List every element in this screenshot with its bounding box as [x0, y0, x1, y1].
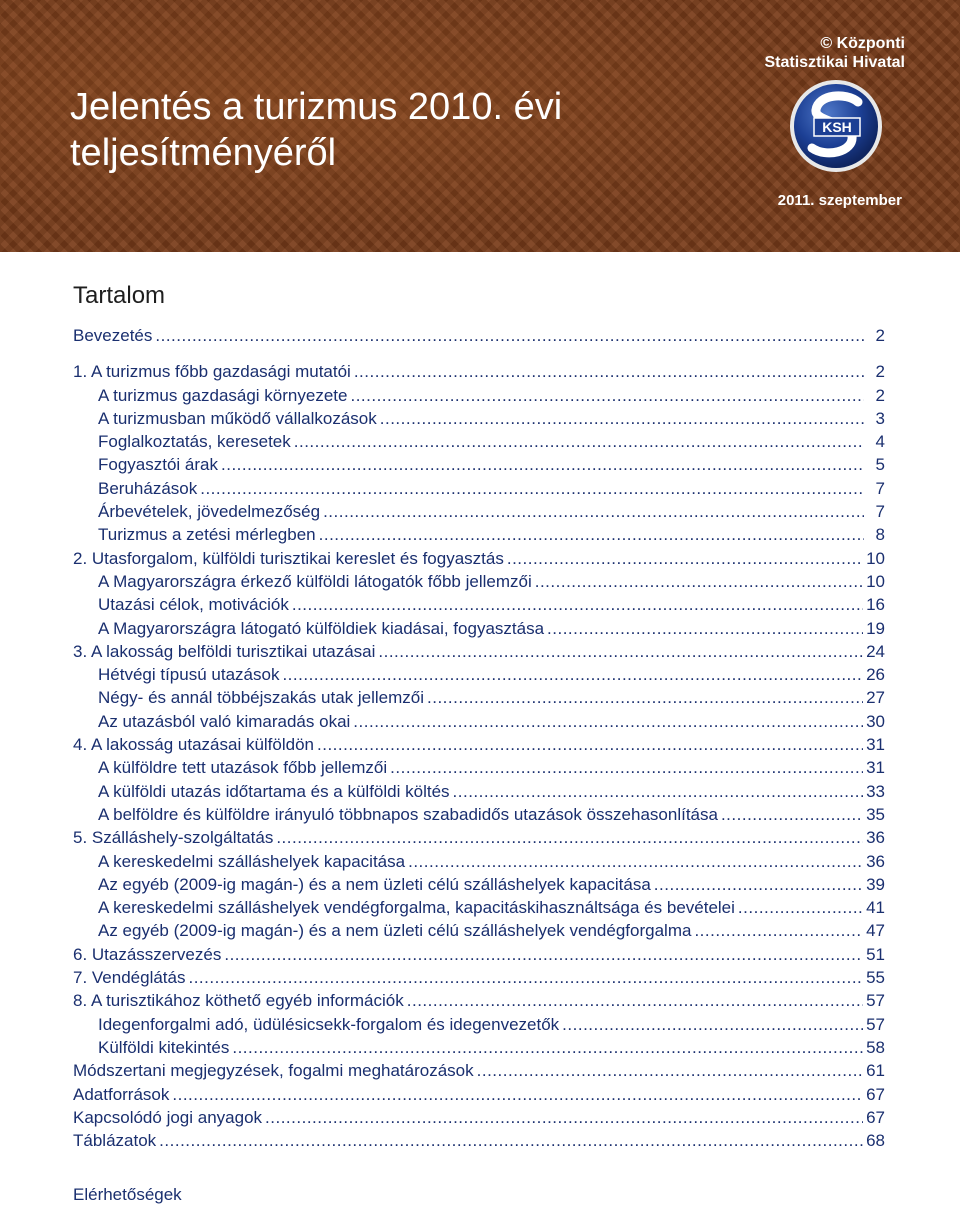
- toc-dot-leader: [155, 324, 864, 347]
- toc-entry[interactable]: [73, 1013, 885, 1036]
- toc-entry-title: Módszertani megjegyzések, fogalmi meghatározások: [73, 1061, 474, 1081]
- toc-heading: Tartalom: [73, 282, 166, 309]
- toc-entry-title: A Magyarországra érkező külföldi látogatók főbb jellemzői: [98, 571, 532, 591]
- toc-entry-page: 51: [866, 944, 885, 964]
- toc-entry-page: 41: [866, 898, 885, 918]
- toc-dot-leader: [378, 640, 863, 663]
- toc-entry-page: 55: [866, 968, 885, 988]
- toc-entry-title: A Magyarországra látogató külföldiek kiadásai, fogyasztása: [98, 618, 545, 638]
- toc-entry-title: 1. A turizmus főbb gazdasági mutatói: [73, 362, 351, 382]
- toc-dot-leader: [282, 663, 863, 686]
- toc-entry[interactable]: [73, 989, 885, 1012]
- toc-entry-page: 2: [875, 326, 885, 345]
- toc-entry[interactable]: [73, 1106, 885, 1129]
- toc-entry[interactable]: [73, 384, 885, 407]
- toc-entry-page: 33: [866, 781, 885, 801]
- toc-dot-leader: [292, 593, 863, 616]
- toc-dot-leader: [224, 943, 863, 966]
- toc-entry-page: 39: [866, 874, 885, 894]
- toc-dot-leader: [738, 896, 863, 919]
- toc-entry-title: A kereskedelmi szálláshelyek kapacitása: [98, 851, 406, 871]
- toc-entry[interactable]: [73, 803, 885, 826]
- toc-entry-title: 5. Szálláshely-szolgáltatás: [73, 828, 274, 848]
- publisher-line-2: Statisztikai Hivatal: [764, 54, 905, 71]
- toc-entry-title: Turizmus a zetési mérlegben: [98, 525, 316, 545]
- toc-entry-page: 31: [866, 758, 885, 778]
- toc-entry[interactable]: [73, 1083, 885, 1106]
- contact-link[interactable]: Elérhetőségek: [73, 1185, 182, 1204]
- toc-dot-leader: [350, 384, 864, 407]
- toc-entry-page: 35: [866, 804, 885, 824]
- toc-entry[interactable]: [73, 896, 885, 919]
- toc-entry-page: 10: [866, 548, 885, 568]
- toc-entry[interactable]: [73, 780, 885, 803]
- toc-entry-title: Négy- és annál többéjszakás utak jellemzői: [98, 688, 425, 708]
- toc-dot-leader: [200, 477, 864, 500]
- toc-dot-leader: [159, 1129, 863, 1152]
- toc-dot-leader: [694, 919, 863, 942]
- toc-entry-page: 16: [866, 595, 885, 615]
- toc-entry[interactable]: [73, 500, 885, 523]
- toc-entry-title: Kapcsolódó jogi anyagok: [73, 1107, 263, 1127]
- toc-entry[interactable]: [73, 1036, 885, 1059]
- toc-entry-title: Az egyéb (2009-ig magán-) és a nem üzleti célú szálláshelyek vendégforgalma: [98, 921, 692, 941]
- toc-entry-title: Bevezetés: [73, 326, 153, 345]
- toc-entry[interactable]: [73, 1129, 885, 1152]
- toc-entry-page: 5: [875, 455, 885, 475]
- toc-dot-leader: [323, 500, 864, 523]
- toc-dot-leader: [427, 686, 863, 709]
- toc-entry-page: 26: [866, 665, 885, 685]
- toc-dot-leader: [390, 756, 863, 779]
- toc-entry-title: Az utazásból való kimaradás okai: [98, 711, 351, 731]
- toc-entry-title: Külföldi kitekintés: [98, 1037, 230, 1057]
- toc-entry-page: 67: [866, 1107, 885, 1127]
- toc-entry-title: Hétvégi típusú utazások: [98, 665, 280, 685]
- report-title-line-2: teljesítményéről: [70, 132, 337, 174]
- toc-entry-page: 31: [866, 735, 885, 755]
- toc-entry[interactable]: [73, 966, 885, 989]
- toc-dot-leader: [188, 966, 863, 989]
- toc-dot-leader: [354, 360, 864, 383]
- toc-entry-title: Az egyéb (2009-ig magán-) és a nem üzleti célú szálláshelyek kapacitása: [98, 874, 651, 894]
- toc-entry-page: 57: [866, 991, 885, 1011]
- toc-entry-page: 2: [875, 362, 885, 382]
- toc-entry-page: 24: [866, 641, 885, 661]
- toc-entry[interactable]: [73, 919, 885, 942]
- publication-date: 2011. szeptember: [777, 192, 902, 209]
- toc-entry[interactable]: [73, 873, 885, 896]
- toc-dot-leader: [721, 803, 863, 826]
- report-title-line-1: Jelentés a turizmus 2010. évi: [70, 86, 563, 128]
- toc-entry-page: 67: [866, 1084, 885, 1104]
- toc-entry-title: Idegenforgalmi adó, üdülésicsekk-forgalom és idegenvezetők: [98, 1014, 560, 1034]
- toc-dot-leader: [535, 570, 863, 593]
- toc-entry-title: Adatforrások: [73, 1084, 170, 1104]
- toc-entry[interactable]: [73, 547, 885, 570]
- toc-entry-title: A kereskedelmi szálláshelyek vendégforgalma, kapacitáskihasználtsága és bevételei: [98, 898, 735, 918]
- logo-text: KSH: [822, 119, 852, 135]
- toc-entry[interactable]: [73, 523, 885, 546]
- toc-entry-page: 10: [866, 571, 885, 591]
- toc-entry-page: 8: [875, 525, 885, 545]
- toc-entry-title: A külföldre tett utazások főbb jellemzői: [98, 758, 388, 778]
- toc-entry-title: 7. Vendéglátás: [73, 968, 186, 988]
- toc-entry-title: Beruházások: [98, 478, 198, 498]
- toc-dot-leader: [453, 780, 864, 803]
- toc-entry-title: Utazási célok, motivációk: [98, 595, 289, 615]
- toc-entry[interactable]: [73, 477, 885, 500]
- toc-entry[interactable]: [73, 733, 885, 756]
- toc-entry[interactable]: [73, 686, 885, 709]
- toc-entry-title: Táblázatok: [73, 1131, 157, 1151]
- toc-dot-leader: [547, 617, 863, 640]
- toc-entry[interactable]: [73, 640, 885, 663]
- toc-dot-leader: [408, 850, 863, 873]
- toc-entry-title: 4. A lakosság utazásai külföldön: [73, 735, 314, 755]
- toc-entry-page: 61: [866, 1061, 885, 1081]
- toc-entry-title: A belföldre és külföldre irányuló többnapos szabadidős utazások összehasonlítása: [98, 804, 718, 824]
- toc-entry-title: Árbevételek, jövedelmezőség: [98, 502, 321, 522]
- report-title: [70, 84, 690, 176]
- toc-dot-leader: [317, 733, 863, 756]
- toc-entry[interactable]: [73, 324, 885, 347]
- toc-dot-leader: [172, 1083, 863, 1106]
- toc-entry[interactable]: [73, 430, 885, 453]
- toc-entry-title: A turizmus gazdasági környezete: [98, 385, 348, 405]
- toc-dot-leader: [319, 523, 864, 546]
- toc-entry-page: 36: [866, 828, 885, 848]
- toc-entry-title: A turizmusban működő vállalkozások: [98, 408, 377, 428]
- table-of-contents: [73, 324, 885, 1152]
- toc-entry[interactable]: [73, 360, 885, 383]
- toc-entry-page: 36: [866, 851, 885, 871]
- publisher: [705, 34, 905, 72]
- toc-dot-leader: [507, 547, 863, 570]
- toc-entry[interactable]: [73, 617, 885, 640]
- toc-dot-leader: [353, 710, 863, 733]
- toc-entry-title: Fogyasztói árak: [98, 455, 218, 475]
- toc-entry-page: 3: [875, 408, 885, 428]
- toc-dot-leader: [477, 1059, 863, 1082]
- toc-entry-title: Foglalkoztatás, keresetek: [98, 432, 291, 452]
- toc-entry-page: 57: [866, 1014, 885, 1034]
- toc-entry[interactable]: [73, 943, 885, 966]
- toc-entry-page: 68: [866, 1131, 885, 1151]
- toc-entry-title: 3. A lakosság belföldi turisztikai utazásai: [73, 641, 376, 661]
- toc-entry-page: 19: [866, 618, 885, 638]
- toc-entry-title: 8. A turisztikához köthető egyéb információk: [73, 991, 404, 1011]
- toc-entry-title: 6. Utazásszervezés: [73, 944, 222, 964]
- toc-entry-page: 2: [875, 385, 885, 405]
- toc-entry[interactable]: [73, 850, 885, 873]
- toc-dot-leader: [276, 826, 863, 849]
- toc-entry-page: 4: [875, 432, 885, 452]
- toc-entry-title: 2. Utasforgalom, külföldi turisztikai kereslet és fogyasztás: [73, 548, 504, 568]
- toc-entry[interactable]: [73, 453, 885, 476]
- toc-entry-page: 27: [866, 688, 885, 708]
- toc-entry-page: 30: [866, 711, 885, 731]
- toc-dot-leader: [562, 1013, 863, 1036]
- toc-entry[interactable]: [73, 570, 885, 593]
- toc-entry[interactable]: [73, 756, 885, 779]
- toc-entry-page: 7: [875, 478, 885, 498]
- toc-entry-page: 47: [866, 921, 885, 941]
- toc-entry[interactable]: [73, 826, 885, 849]
- toc-entry[interactable]: [73, 407, 885, 430]
- toc-entry[interactable]: [73, 663, 885, 686]
- publisher-line-1: © Központi: [820, 35, 905, 52]
- toc-entry-page: 7: [875, 502, 885, 522]
- toc-entry[interactable]: [73, 710, 885, 733]
- toc-dot-leader: [380, 407, 864, 430]
- toc-dot-leader: [232, 1036, 863, 1059]
- toc-dot-leader: [294, 430, 864, 453]
- toc-dot-leader: [654, 873, 863, 896]
- toc-entry[interactable]: [73, 593, 885, 616]
- toc-entry-page: 58: [866, 1037, 885, 1057]
- toc-entry-title: A külföldi utazás időtartama és a külföldi költés: [98, 781, 450, 801]
- toc-dot-leader: [221, 453, 864, 476]
- ksh-logo: [788, 78, 884, 174]
- toc-dot-leader: [407, 989, 863, 1012]
- header-banner: [0, 0, 960, 252]
- toc-dot-leader: [265, 1106, 863, 1129]
- toc-entry[interactable]: [73, 1059, 885, 1082]
